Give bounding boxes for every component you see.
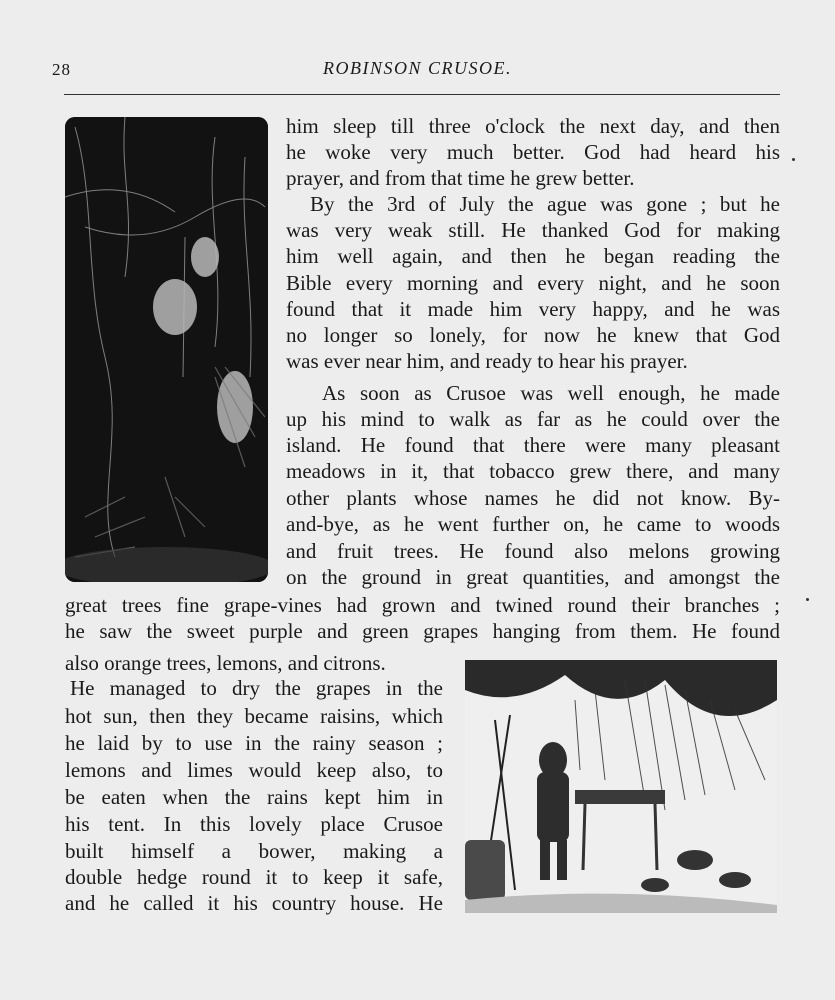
text-line: built himself a bower, making a: [65, 839, 443, 863]
text-line: he saw the sweet purple and green grapes hanging from them. He found: [65, 619, 780, 643]
text-line: was very weak still. He thanked God for making: [286, 218, 780, 242]
text-line: also orange trees, lemons, and citrons.: [65, 651, 386, 675]
running-title: ROBINSON CRUSOE.: [323, 58, 512, 78]
text-line: other plants whose names he did not know. By-: [286, 486, 780, 510]
text-line: no longer so lonely, for now he knew that God: [286, 323, 780, 347]
header-rule: [64, 94, 780, 95]
text-line: great trees fine grape-vines had grown and twined round their branches ;: [65, 593, 780, 617]
text-line: and he called it his country house. He: [65, 891, 443, 915]
text-line: him well again, and then he began reading the: [286, 244, 780, 268]
text-line: prayer, and from that time he grew better.: [286, 166, 635, 190]
text-line: He managed to dry the grapes in the: [70, 676, 443, 700]
text-line: was ever near him, and ready to hear his prayer.: [286, 349, 688, 373]
text-line: him sleep till three o'clock the next day, and then: [286, 114, 780, 138]
text-line: he woke very much better. God had heard his: [286, 140, 780, 164]
text-line: and fruit trees. He found also melons growing: [286, 539, 780, 563]
text-line: island. He found that there were many pleasant: [286, 433, 780, 457]
jungle-engraving-icon: [65, 117, 268, 582]
speck: [806, 598, 809, 601]
text-line: meadows in it, that tobacco grew there, and many: [286, 459, 780, 483]
text-line: be eaten when the rains kept him in: [65, 785, 443, 809]
text-line: up his mind to walk as far as he could over the: [286, 407, 780, 431]
text-line: As soon as Crusoe was well enough, he made: [322, 381, 780, 405]
text-line: and-bye, as he went further on, he came to woods: [286, 512, 780, 536]
text-line: hot sun, then they became raisins, which: [65, 704, 443, 728]
text-line: he laid by to use in the rainy season ;: [65, 731, 443, 755]
text-line: lemons and limes would keep also, to: [65, 758, 443, 782]
cave-interior-engraving-icon: [465, 660, 777, 913]
text-line: his tent. In this lovely place Crusoe: [65, 812, 443, 836]
speck: [792, 158, 795, 161]
text-line: found that it made him very happy, and he was: [286, 297, 780, 321]
page-number: 28: [52, 60, 71, 79]
text-line: double hedge round it to keep it safe,: [65, 865, 443, 889]
text-line: Bible every morning and every night, and he soon: [286, 271, 780, 295]
text-line: By the 3rd of July the ague was gone ; but he: [310, 192, 780, 216]
text-line: on the ground in great quantities, and amongst the: [286, 565, 780, 589]
